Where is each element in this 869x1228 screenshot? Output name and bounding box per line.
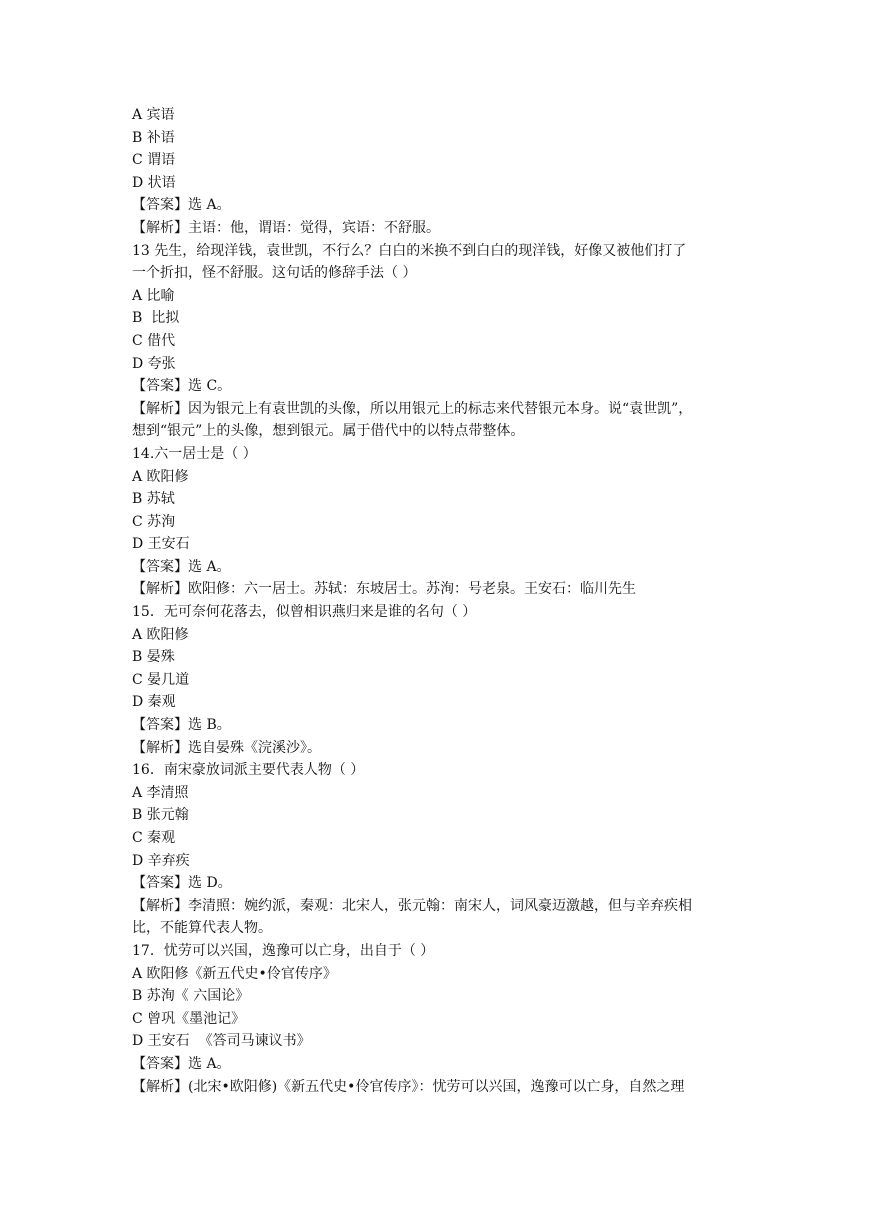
option-a-text: A 李清照	[132, 784, 189, 801]
option-d-text: D 辛弃疾	[132, 852, 190, 869]
explanation-text: 【解析】因为银元上有袁世凯的头像，所以用银元上的标志来代替银元本身。说“袁世凯”，	[132, 400, 693, 417]
question-14-text: 14.六一居士是（ ）	[132, 445, 257, 462]
question-13-text: 13 先生，给现洋钱，袁世凯，不行么？白白的米换不到白白的现洋钱，好像又被他们打了	[132, 242, 687, 259]
question-17-text: 17．忧劳可以兴国，逸豫可以亡身，出自于（ ）	[132, 942, 435, 959]
answer-text: 【答案】选 C。	[132, 378, 232, 395]
option-c-text: C 谓语	[132, 152, 176, 169]
question-15-text: 15．无可奈何花落去，似曾相识燕归来是谁的名句（ ）	[132, 604, 477, 621]
option-b-text: B 补语	[132, 129, 175, 146]
option-b-text: B 晏殊	[132, 649, 175, 666]
question-13-text-cont: 一个折扣，怪不舒服。这句话的修辞手法（ ）	[132, 265, 417, 282]
option-b-text: B 比拟	[132, 310, 180, 327]
option-c-text: C 秦观	[132, 830, 176, 846]
option-a-text: A 比喻	[132, 287, 175, 304]
option-c-text: C 借代	[132, 332, 176, 349]
option-d-text: D 状语	[132, 174, 176, 191]
option-c-text: C 晏几道	[132, 671, 190, 688]
option-d-text: D 王安石	[132, 536, 190, 553]
option-d-text: D 夸张	[132, 355, 176, 372]
explanation-text: 【解析】(北宋•欧阳修)《新五代史•伶官传序》：忧劳可以兴国，逸豫可以亡身，自然之理	[132, 1078, 685, 1095]
question-16-text: 16．南宋豪放词派主要代表人物（ ）	[132, 762, 365, 779]
option-c-text: C 苏洵	[132, 513, 176, 530]
answer-text: 【答案】选 B。	[132, 717, 231, 734]
explanation-text: 【解析】主语：他，谓语：觉得，宾语：不舒服。	[132, 219, 440, 236]
option-a-text: A 欧阳修《新五代史•伶官传序》	[132, 965, 337, 982]
answer-text: 【答案】选 A。	[132, 558, 231, 575]
option-a-text: A 欧阳修	[132, 468, 189, 485]
option-d-text: D 王安石 《答司马谏议书》	[132, 1033, 311, 1050]
answer-text: 【答案】选 D。	[132, 875, 232, 892]
explanation-text: 【解析】选自晏殊《浣溪沙》。	[132, 739, 321, 756]
option-a-text: A 宾语	[132, 107, 175, 123]
explanation-text: 【解析】李清照：婉约派，秦观：北宋人，张元翰：南宋人，词风豪迈激越，但与辛弃疾相	[132, 897, 692, 914]
answer-text: 【答案】选 A。	[132, 1055, 231, 1072]
option-d-text: D 秦观	[132, 694, 176, 711]
explanation-text-cont: 比，不能算代表人物。	[132, 920, 272, 937]
answer-text: 【答案】选 A。	[132, 197, 231, 214]
option-b-text: B 苏洵《 六国论》	[132, 988, 250, 1005]
option-c-text: C 曾巩《墨池记》	[132, 1010, 246, 1027]
option-b-text: B 张元翰	[132, 807, 189, 824]
document-page	[132, 104, 742, 1098]
option-a-text: A 欧阳修	[132, 626, 189, 643]
explanation-text: 【解析】欧阳修：六一居士。苏轼：东坡居士。苏洵：号老泉。王安石：临川先生	[132, 581, 636, 598]
option-b-text: B 苏轼	[132, 491, 175, 508]
explanation-text-cont: 想到“银元”上的头像，想到银元。属于借代中的以特点带整体。	[132, 423, 525, 440]
